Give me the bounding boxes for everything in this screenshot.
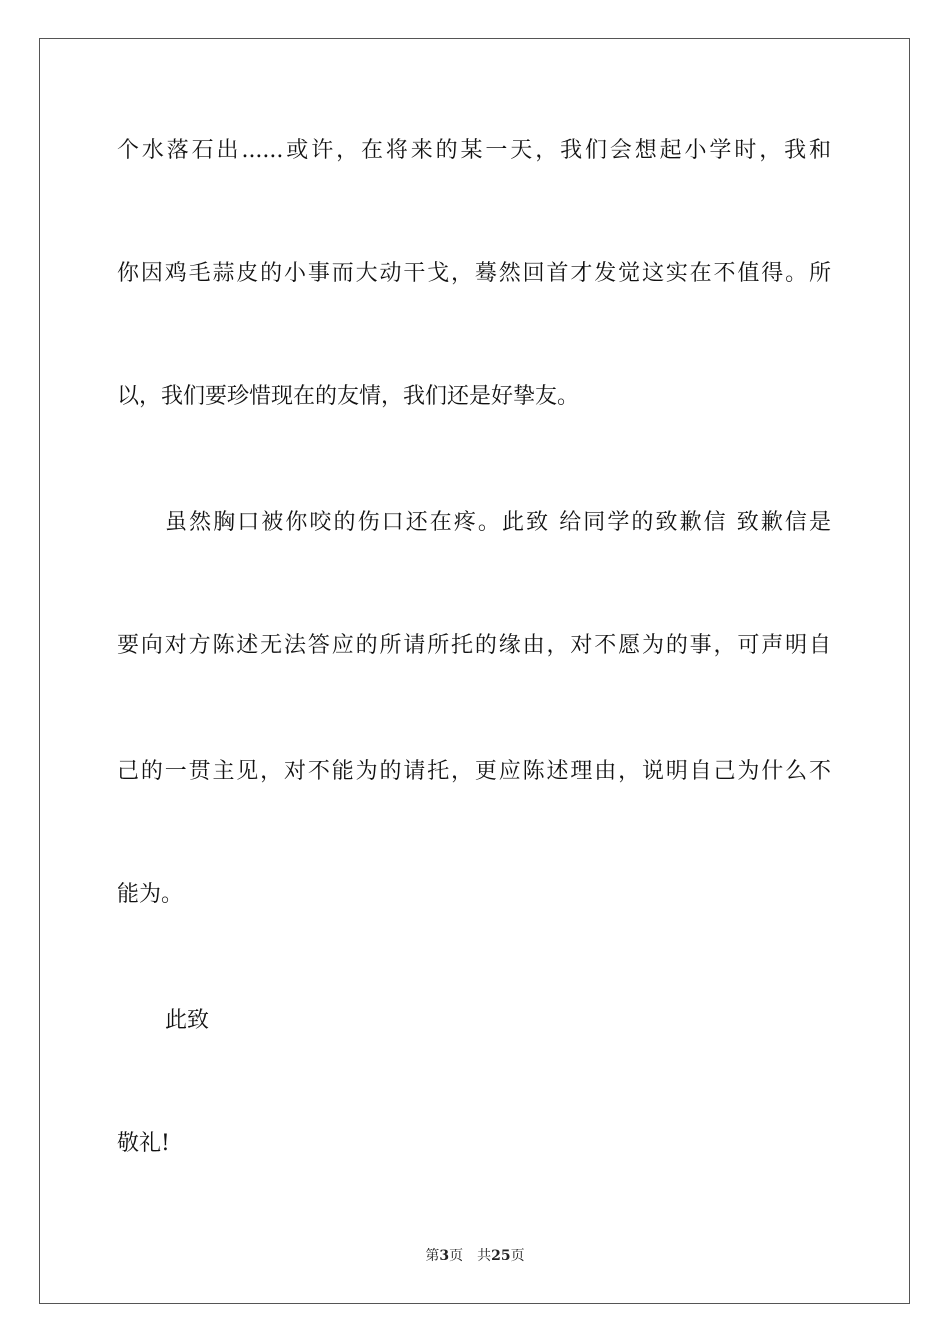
body-line-6: 己的一贯主见，对不能为的请托，更应陈述理由，说明自己为什么不 — [117, 759, 831, 784]
total-pages: 25 — [491, 1248, 511, 1264]
closing-regards: 敬礼! — [117, 1131, 170, 1156]
body-line-2: 你因鸡毛蒜皮的小事而大动干戈，蓦然回首才发觉这实在不值得。所 — [117, 261, 831, 286]
page-suffix: 页 — [449, 1248, 464, 1264]
body-line-7: 能为。 — [117, 882, 184, 907]
body-line-5: 要向对方陈述无法答应的所请所托的缘由，对不愿为的事，可声明自 — [117, 633, 831, 658]
page-frame — [39, 38, 910, 1304]
page-footer — [0, 1247, 950, 1265]
body-line-1: 个水落石出......或许，在将来的某一天，我们会想起小学时，我和 — [117, 138, 831, 163]
total-prefix: 共 — [477, 1248, 492, 1264]
page-number: 3 — [439, 1248, 450, 1264]
body-line-4: 虽然胸口被你咬的伤口还在疼。此致 给同学的致歉信 致歉信是 — [165, 510, 831, 535]
page-prefix: 第 — [425, 1248, 440, 1264]
total-suffix: 页 — [510, 1248, 525, 1264]
body-line-3: 以，我们要珍惜现在的友情，我们还是好挚友。 — [117, 384, 580, 409]
closing-salutation: 此致 — [165, 1008, 210, 1033]
